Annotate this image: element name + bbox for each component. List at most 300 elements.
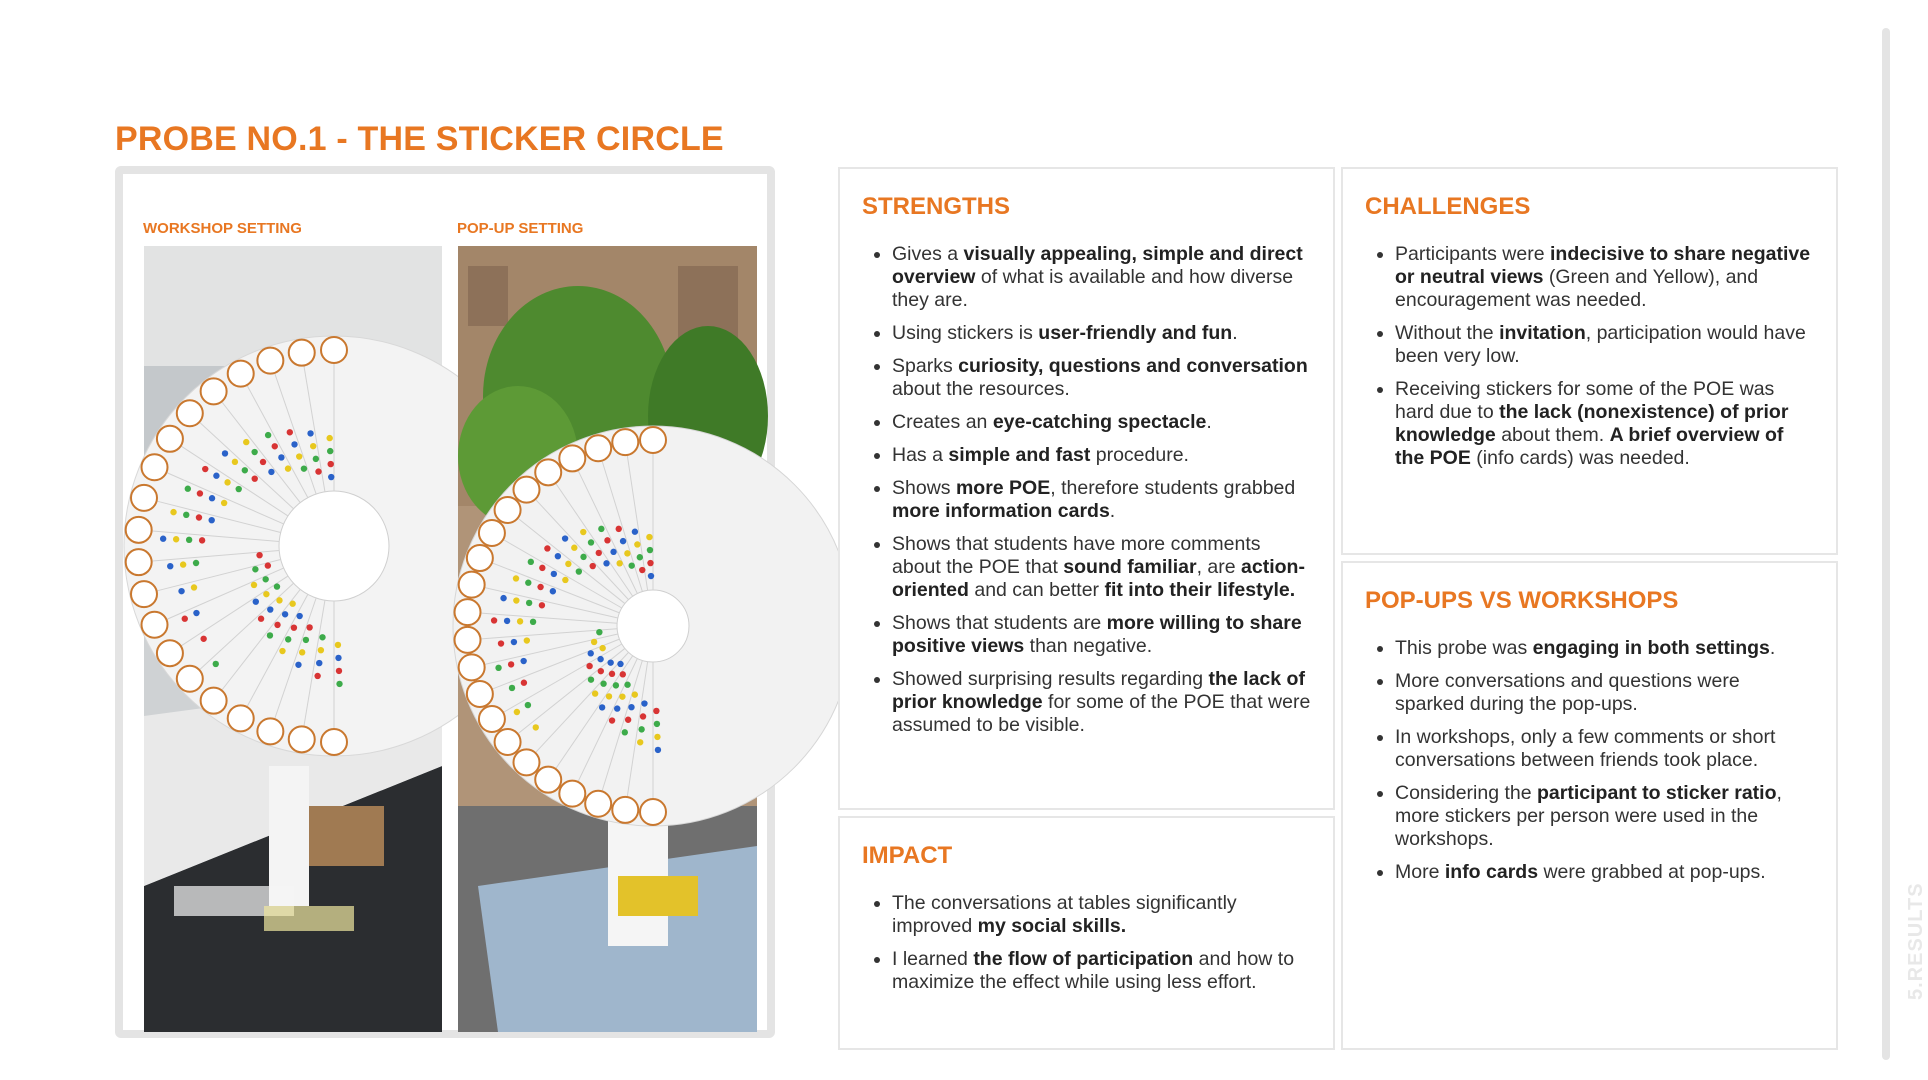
sticker-dot — [258, 616, 264, 622]
sticker-dot — [186, 537, 192, 543]
text: for some of the POE that were assumed to be visible. — [892, 691, 1311, 736]
bullet-item — [1395, 637, 1814, 660]
sticker-dot — [617, 661, 623, 667]
sticker-dot — [509, 685, 515, 691]
bullet-item — [1395, 322, 1814, 368]
sticker-dot — [268, 469, 274, 475]
sticker-dot — [178, 588, 184, 594]
resource-label-disc — [467, 545, 493, 571]
bold-text: sound familiar — [1063, 556, 1197, 578]
bullet-item — [892, 355, 1311, 401]
text: Sparks — [892, 355, 959, 377]
text: (info cards) was needed. — [1470, 447, 1690, 469]
sticker-dot — [279, 648, 285, 654]
sticker-dot — [199, 537, 205, 543]
popup-photo-graphic — [458, 246, 757, 1032]
sticker-dot — [648, 573, 654, 579]
resource-label-disc — [177, 400, 203, 426]
sticker-dot — [647, 547, 653, 553]
strengths-list — [870, 243, 1311, 747]
sticker-dot — [307, 430, 313, 436]
bold-text: simple and fast — [948, 444, 1091, 466]
bold-text: participant to sticker ratio — [1537, 782, 1777, 804]
text: This probe was — [1395, 637, 1533, 659]
sticker-dot — [242, 467, 248, 473]
sticker-dot — [525, 580, 531, 586]
sticker-dot — [335, 655, 341, 661]
sticker-dot — [640, 713, 646, 719]
sticker-dot — [537, 584, 543, 590]
bold-text: user-friendly and fun — [1038, 322, 1233, 344]
resource-label-disc — [535, 459, 561, 485]
sticker-dot — [310, 443, 316, 449]
sticker-dot — [291, 441, 297, 447]
sticker-dot — [335, 642, 341, 648]
bullet-item — [1395, 670, 1814, 716]
text: , more stickers per person were used in the workshops. — [1395, 782, 1782, 850]
resource-label-disc — [131, 485, 157, 511]
sticker-dot — [265, 432, 271, 438]
sticker-dot — [318, 647, 324, 653]
sticker-dot — [634, 541, 640, 547]
sticker-dot — [600, 681, 606, 687]
resource-label-disc — [612, 797, 638, 823]
sticker-dot — [624, 550, 630, 556]
sticker-dot — [599, 704, 605, 710]
sticker-dot — [326, 435, 332, 441]
challenges-panel — [1341, 167, 1838, 555]
resource-label-disc — [585, 435, 611, 461]
text: Creates an — [892, 411, 993, 433]
sticker-dot — [500, 595, 506, 601]
section-tag: 5.RESULTS — [1905, 882, 1927, 1000]
sticker-dot — [654, 734, 660, 740]
sticker-dot — [200, 636, 206, 642]
sticker-dot — [616, 560, 622, 566]
sticker-dot — [213, 473, 219, 479]
sticker-dot — [498, 640, 504, 646]
sticker-dot — [586, 663, 592, 669]
text: and how to maximize the effect while using less effort. — [892, 948, 1295, 993]
sticker-dot — [296, 453, 302, 459]
bold-text: eye-catching spectacle — [992, 411, 1207, 433]
sticker-dot — [513, 597, 519, 603]
photo-panel — [115, 166, 775, 1038]
sticker-dot — [328, 461, 334, 467]
sticker-dot — [562, 535, 568, 541]
sticker-dot — [267, 606, 273, 612]
sticker-dot — [544, 545, 550, 551]
resource-label-disc — [559, 445, 585, 471]
resource-label-disc — [640, 799, 666, 825]
sticker-dot — [336, 681, 342, 687]
resource-label-disc — [455, 599, 481, 625]
sticker-dot — [551, 571, 557, 577]
sticker-dot — [565, 561, 571, 567]
bold-text: the lack (nonexistence) of prior knowledge — [1395, 401, 1789, 446]
sticker-dot — [236, 486, 242, 492]
resource-label-disc — [495, 497, 521, 523]
sticker-dot — [562, 577, 568, 583]
bullet-item — [892, 612, 1311, 658]
text: Gives a — [892, 243, 964, 265]
sticker-dot — [571, 545, 577, 551]
sticker-dot — [550, 588, 556, 594]
sticker-dot — [222, 450, 228, 456]
popups-vs-workshops-list — [1373, 637, 1814, 894]
sticker-dot — [616, 526, 622, 532]
popup-photo — [458, 246, 757, 1032]
text: Showed surprising results regarding — [892, 668, 1209, 690]
sticker-dot — [243, 439, 249, 445]
text: , are — [1196, 556, 1242, 578]
strengths-title: STRENGTHS — [862, 193, 1011, 220]
resource-label-disc — [459, 572, 485, 598]
sticker-dot — [590, 563, 596, 569]
sticker-dot — [262, 576, 268, 582]
sticker-dot — [265, 562, 271, 568]
popup-setting-label: POP-UP SETTING — [457, 220, 584, 237]
text: Using stickers is — [892, 322, 1039, 344]
sticker-dot — [520, 658, 526, 664]
sticker-dot — [511, 639, 517, 645]
sticker-dot — [285, 465, 291, 471]
bullet-item — [892, 668, 1311, 737]
sticker-dot — [539, 602, 545, 608]
bold-text: indecisive to share negative or neutral views — [1395, 243, 1811, 288]
bold-text: the lack of prior knowledge — [892, 668, 1305, 713]
bold-text: curiosity, questions and conversation — [958, 355, 1308, 377]
popups-vs-workshops-title: POP-UPS VS WORKSHOPS — [1365, 587, 1679, 614]
sticker-dot — [530, 619, 536, 625]
text: I learned — [892, 948, 974, 970]
sticker-dot — [251, 449, 257, 455]
text: about them. — [1495, 424, 1610, 446]
sticker-dot — [193, 560, 199, 566]
sticker-dot — [287, 429, 293, 435]
resource-label-disc — [535, 767, 561, 793]
sticker-dot — [620, 671, 626, 677]
resource-label-disc — [157, 640, 183, 666]
sticker-dot — [508, 661, 514, 667]
impact-title: IMPACT — [862, 842, 953, 869]
text: Participants were — [1395, 243, 1550, 265]
sticker-dot — [303, 637, 309, 643]
bullet-item — [892, 948, 1311, 994]
text: and can better — [968, 579, 1105, 601]
text: of what is available and how diverse they are. — [892, 266, 1294, 311]
resource-label-disc — [321, 729, 347, 755]
sticker-dot — [514, 709, 520, 715]
sticker-dot — [160, 536, 166, 542]
text: Shows that students are — [892, 612, 1107, 634]
sticker-dot — [609, 717, 615, 723]
bold-text: my social skills. — [977, 915, 1127, 937]
sticker-dot — [609, 671, 615, 677]
page-title: PROBE NO.1 - THE STICKER CIRCLE — [115, 120, 724, 158]
sticker-dot — [336, 668, 342, 674]
resource-label-disc — [142, 454, 168, 480]
resource-label-disc — [228, 361, 254, 387]
sticker-dot — [638, 726, 644, 732]
sticker-dot — [555, 553, 561, 559]
sticker-dot — [591, 639, 597, 645]
text: . — [1769, 637, 1776, 659]
sticker-dot — [224, 479, 230, 485]
sticker-dot — [491, 617, 497, 623]
sticker-dot — [295, 662, 301, 668]
sticker-dot — [628, 704, 634, 710]
sticker-dot — [632, 691, 638, 697]
bold-text: more willing to share positive views — [892, 612, 1302, 657]
sticker-dot — [606, 693, 612, 699]
text: , therefore students grabbed — [1050, 477, 1296, 499]
text: More conversations and questions were sparked during the pop-ups. — [1395, 670, 1740, 715]
sticker-dot — [517, 618, 523, 624]
sticker-dot — [596, 550, 602, 556]
resource-label-disc — [131, 581, 157, 607]
sticker-dot — [599, 645, 605, 651]
bullet-item — [892, 477, 1311, 523]
sticker-dot — [576, 568, 582, 574]
bold-text: action-oriented — [892, 556, 1305, 601]
sticker-dot — [256, 552, 262, 558]
text: Receiving stickers for some of the POE was hard due to — [1395, 378, 1775, 423]
resource-label-disc — [201, 688, 227, 714]
sticker-dot — [260, 459, 266, 465]
sticker-dot — [263, 591, 269, 597]
resource-label-disc — [612, 429, 638, 455]
resource-label-disc — [142, 612, 168, 638]
resource-label-disc — [201, 378, 227, 404]
sticker-dot — [306, 624, 312, 630]
sticker-dot — [528, 559, 534, 565]
resource-label-disc — [467, 681, 493, 707]
resource-label-disc — [289, 340, 315, 366]
sticker-dot — [620, 538, 626, 544]
resource-label-disc — [289, 726, 315, 752]
sticker-dot — [282, 611, 288, 617]
sticker-dot — [232, 459, 238, 465]
bold-text: more information cards — [892, 500, 1110, 522]
bullet-item — [892, 533, 1311, 602]
bullet-item — [1395, 243, 1814, 312]
sticker-dot — [629, 562, 635, 568]
bullet-item — [1395, 782, 1814, 851]
sticker-dot — [301, 465, 307, 471]
sticker-dot — [521, 680, 527, 686]
bullet-item — [1395, 726, 1814, 772]
sticker-dot — [213, 661, 219, 667]
bold-text: A brief overview of the POE — [1395, 424, 1784, 469]
sticker-dot — [209, 495, 215, 501]
text: . — [1232, 322, 1238, 344]
text: Shows that students have more comments about the POE that — [892, 533, 1261, 578]
sticker-dot — [319, 634, 325, 640]
bold-text: info cards — [1444, 861, 1539, 883]
resource-label-disc — [177, 666, 203, 692]
sticker-dot — [253, 598, 259, 604]
text: (Green and Yellow), and encouragement was needed. — [1395, 266, 1759, 311]
page-scrollbar[interactable] — [1882, 28, 1890, 1060]
sticker-dot — [588, 539, 594, 545]
resource-label-disc — [257, 718, 283, 744]
sticker-dot — [647, 560, 653, 566]
sticker-dot — [495, 665, 501, 671]
resource-label-disc — [640, 427, 666, 453]
resource-label-disc — [455, 627, 481, 653]
bold-text: visually appealing, simple and direct overview — [892, 243, 1303, 288]
sticker-dot — [291, 625, 297, 631]
resource-label-disc — [559, 781, 585, 807]
sticker-dot — [185, 486, 191, 492]
sticker-dot — [637, 554, 643, 560]
sticker-dot — [641, 700, 647, 706]
sticker-dot — [592, 690, 598, 696]
sticker-dot — [613, 682, 619, 688]
text: Considering the — [1395, 782, 1538, 804]
challenges-title: CHALLENGES — [1365, 193, 1531, 220]
sticker-dot — [274, 622, 280, 628]
text: More — [1395, 861, 1445, 883]
sticker-dot — [252, 566, 258, 572]
sticker-dot — [604, 537, 610, 543]
text: The conversations at tables significantly improved — [892, 892, 1237, 937]
sticker-dot — [596, 629, 602, 635]
bullet-item — [892, 411, 1311, 434]
sticker-dot — [314, 673, 320, 679]
text: about the resources. — [892, 378, 1070, 400]
sticker-dot — [193, 610, 199, 616]
bullet-item — [1395, 378, 1814, 470]
text: . — [1109, 500, 1116, 522]
sticker-dot — [614, 705, 620, 711]
text: , participation would have been very low. — [1395, 322, 1806, 367]
sticker-dot — [173, 536, 179, 542]
sticker-dot — [202, 466, 208, 472]
sticker-dot — [513, 575, 519, 581]
sticker-dot — [625, 717, 631, 723]
resource-label-disc — [459, 654, 485, 680]
sticker-dot — [607, 659, 613, 665]
resource-label-disc — [479, 706, 505, 732]
sticker-dot — [221, 500, 227, 506]
workshop-photo — [144, 246, 442, 1032]
text: Has a — [892, 444, 949, 466]
bold-text: fit into their lifestyle. — [1104, 579, 1296, 601]
resource-label-disc — [321, 337, 347, 363]
sticker-dot — [328, 474, 334, 480]
bold-text: engaging in both settings — [1532, 637, 1770, 659]
sticker-dot — [603, 560, 609, 566]
resource-label-disc — [479, 520, 505, 546]
sticker-dot — [167, 563, 173, 569]
bullet-item — [892, 322, 1311, 345]
sticker-dot — [597, 656, 603, 662]
text: Without the — [1395, 322, 1500, 344]
sticker-dot — [182, 616, 188, 622]
sticker-dot — [655, 747, 661, 753]
sticker-dot — [285, 636, 291, 642]
sticker-dot — [610, 549, 616, 555]
sticker-dot — [289, 601, 295, 607]
sticker-dot — [296, 613, 302, 619]
bullet-item — [892, 892, 1311, 938]
resource-label-disc — [126, 517, 152, 543]
sticker-dot — [598, 668, 604, 674]
bold-text: invitation — [1499, 322, 1586, 344]
impact-list — [870, 892, 1311, 1004]
text: Shows — [892, 477, 956, 499]
sticker-dot — [653, 708, 659, 714]
sticker-dot — [267, 632, 273, 638]
sticker-dot — [197, 490, 203, 496]
sticker-dot — [622, 729, 628, 735]
text: procedure. — [1090, 444, 1189, 466]
sticker-dot — [274, 583, 280, 589]
sticker-dot — [316, 660, 322, 666]
popup-sticker-wheel — [453, 426, 853, 826]
workshop-photo-graphic — [144, 246, 442, 1032]
sticker-dot — [646, 534, 652, 540]
sticker-dot — [299, 649, 305, 655]
sticker-dot — [632, 529, 638, 535]
resource-label-disc — [228, 705, 254, 731]
bullet-item — [892, 444, 1311, 467]
text: . — [1206, 411, 1212, 433]
sticker-dot — [637, 739, 643, 745]
sticker-dot — [170, 509, 176, 515]
text: In workshops, only a few comments or short conversations between friends took place. — [1395, 726, 1776, 771]
sticker-dot — [539, 565, 545, 571]
sticker-dot — [251, 582, 257, 588]
resource-label-disc — [157, 426, 183, 452]
sticker-dot — [525, 702, 531, 708]
resource-label-disc — [513, 477, 539, 503]
popups-vs-workshops-panel — [1341, 561, 1838, 1050]
bold-text: the flow of participation — [973, 948, 1194, 970]
sticker-dot — [191, 584, 197, 590]
impact-panel — [838, 816, 1335, 1050]
sticker-dot — [278, 454, 284, 460]
resource-label-disc — [585, 791, 611, 817]
sticker-dot — [588, 650, 594, 656]
sticker-dot — [624, 682, 630, 688]
resource-label-disc — [495, 729, 521, 755]
sticker-dot — [183, 512, 189, 518]
challenges-list — [1373, 243, 1814, 480]
resource-label-disc — [257, 348, 283, 374]
sticker-dot — [208, 517, 214, 523]
sticker-dot — [619, 693, 625, 699]
sticker-dot — [639, 567, 645, 573]
sticker-dot — [526, 600, 532, 606]
sticker-dot — [315, 468, 321, 474]
bullet-item — [1395, 861, 1814, 884]
sticker-dot — [313, 456, 319, 462]
workshop-setting-label: WORKSHOP SETTING — [143, 220, 302, 237]
sticker-dot — [524, 637, 530, 643]
text: were grabbed at pop-ups. — [1538, 861, 1766, 883]
sticker-dot — [272, 443, 278, 449]
sticker-dot — [327, 448, 333, 454]
resource-label-disc — [513, 749, 539, 775]
sticker-dot — [276, 597, 282, 603]
resource-label-disc — [126, 549, 152, 575]
sticker-dot — [196, 514, 202, 520]
sticker-dot — [180, 561, 186, 567]
sticker-dot — [580, 529, 586, 535]
